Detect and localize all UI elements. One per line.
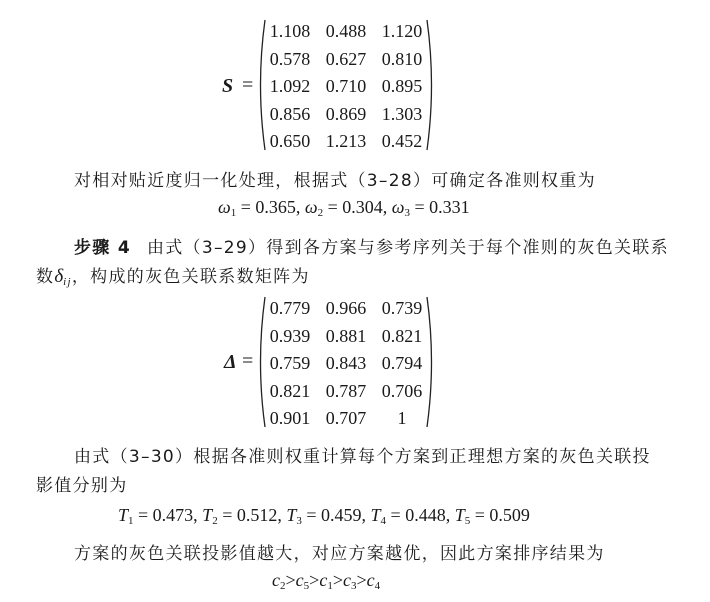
symbol: T: [202, 505, 213, 525]
symbol: c: [366, 570, 375, 590]
matrix-cell: 0.707: [325, 408, 367, 428]
matrix-delta-name: Δ: [224, 351, 237, 373]
ranking-formula: [272, 570, 380, 592]
symbol-value: 0.509: [489, 505, 530, 525]
matrix-cell: 0.706: [381, 380, 423, 401]
step4-text2-suffix: ，构成的灰色关联系数矩阵为: [71, 267, 310, 287]
matrix-cell: 0.856: [269, 103, 311, 124]
equals-sign: =: [242, 350, 254, 372]
equals-sign: =: [386, 505, 406, 525]
delta-symbol: δ: [54, 266, 64, 287]
symbol-value: 0.512: [236, 505, 278, 525]
separator: >: [309, 570, 320, 590]
paragraph-projection-line1: 由式（3–30）根据各准则权重计算每个方案到正理想方案的灰色关联投: [74, 447, 651, 467]
symbol-subscript: 1: [128, 515, 134, 527]
symbol-subscript: 4: [374, 580, 381, 592]
matrix-cell: 0.650: [269, 131, 311, 151]
matrix-cell: 0.821: [269, 380, 311, 401]
separator: >: [332, 570, 343, 590]
weights-formula: [218, 197, 470, 219]
separator: ,: [361, 505, 371, 525]
matrix-cell: 0.821: [381, 325, 423, 346]
matrix-cell: 0.710: [325, 76, 367, 96]
matrix-s-grid: [262, 18, 430, 156]
separator: ,: [295, 197, 305, 217]
symbol-subscript: 4: [380, 515, 387, 527]
step4-text2-prefix: 数: [36, 267, 55, 287]
matrix-cell: 0.895: [381, 76, 423, 96]
step4-line1: [74, 233, 669, 258]
symbol-value: 0.473: [152, 505, 194, 525]
matrix-cell: 1: [397, 408, 407, 428]
equals-sign: =: [323, 197, 343, 217]
symbol: ω: [218, 197, 231, 217]
symbol: c: [272, 570, 280, 590]
symbol-value: 0.459: [321, 505, 362, 525]
symbol-subscript: 1: [230, 207, 237, 219]
matrix-cell: 1.120: [381, 21, 423, 41]
matrix-cell: 1.092: [269, 76, 311, 96]
symbol-subscript: 5: [303, 580, 310, 592]
paragraph-weights-intro: 对相对贴近度归一化处理，根据式（3–28）可确定各准则权重为: [74, 171, 596, 191]
paragraph-projection-line2: 影值分别为: [36, 476, 128, 496]
equals-sign: =: [409, 197, 430, 217]
matrix-cell: 0.739: [381, 298, 423, 318]
separator: ,: [382, 197, 392, 217]
symbol-subscript: 1: [327, 580, 333, 592]
matrix-cell: 0.779: [269, 298, 311, 318]
equals-sign: =: [133, 505, 153, 525]
symbol-value: 0.331: [429, 197, 470, 217]
matrix-cell: 1.303: [381, 103, 423, 124]
symbol: c: [295, 570, 304, 590]
symbol: c: [319, 570, 328, 590]
matrix-cell: 0.759: [269, 353, 311, 373]
matrix-cell: 0.966: [325, 298, 367, 318]
symbol-value: 0.448: [405, 505, 446, 525]
matrix-s-name: S: [222, 75, 234, 97]
separator: >: [356, 570, 367, 590]
symbol-subscript: 2: [280, 580, 286, 592]
matrix-cell: 0.939: [269, 325, 311, 346]
symbol: T: [370, 505, 381, 525]
symbol-subscript: 3: [296, 515, 302, 527]
symbol-subscript: 2: [317, 207, 324, 219]
symbol: T: [454, 505, 465, 525]
equals-sign: =: [470, 505, 490, 525]
symbol-subscript: 2: [212, 515, 218, 527]
matrix-cell: 0.881: [325, 325, 367, 346]
matrix-cell: 0.869: [325, 103, 367, 124]
symbol-value: 0.304: [342, 197, 383, 217]
equals-sign: =: [242, 74, 254, 96]
matrix-cell: 0.578: [269, 48, 311, 69]
symbol-subscript: 3: [404, 207, 410, 219]
symbol-subscript: 3: [350, 580, 357, 592]
equals-sign: =: [217, 505, 237, 525]
separator: >: [285, 570, 296, 590]
step4-label: 步骤 4: [74, 238, 131, 258]
matrix-cell: 1.213: [325, 131, 367, 151]
symbol-subscript: 5: [464, 515, 471, 527]
step4-line2: [36, 262, 310, 288]
matrix-cell: 1.108: [269, 21, 311, 41]
symbol: c: [342, 570, 351, 590]
projections-formula: [118, 505, 530, 527]
paragraph-ranking-intro: 方案的灰色关联投影值越大，对应方案越优，因此方案排序结果为: [74, 544, 605, 564]
symbol: ω: [391, 197, 405, 217]
separator: ,: [277, 505, 287, 525]
equals-sign: =: [236, 197, 256, 217]
symbol: ω: [304, 197, 318, 217]
matrix-cell: 0.794: [381, 353, 423, 373]
matrix-cell: 0.901: [269, 408, 311, 428]
symbol: T: [118, 505, 129, 525]
matrix-delta-grid: [262, 295, 430, 433]
matrix-cell: 0.627: [325, 48, 367, 69]
matrix-cell: 0.787: [325, 380, 367, 401]
step4-text1: 由式（3–29）得到各方案与参考序列关于每个准则的灰色关联系: [146, 238, 669, 258]
separator: ,: [445, 505, 455, 525]
matrix-cell: 0.452: [381, 131, 423, 151]
matrix-cell: 0.488: [325, 21, 367, 41]
matrix-cell: 0.843: [325, 353, 367, 373]
symbol-value: 0.365: [255, 197, 296, 217]
matrix-cell: 0.810: [381, 48, 423, 69]
separator: ,: [193, 505, 203, 525]
delta-subscript: ij: [63, 276, 72, 288]
equals-sign: =: [301, 505, 322, 525]
symbol: T: [286, 505, 297, 525]
